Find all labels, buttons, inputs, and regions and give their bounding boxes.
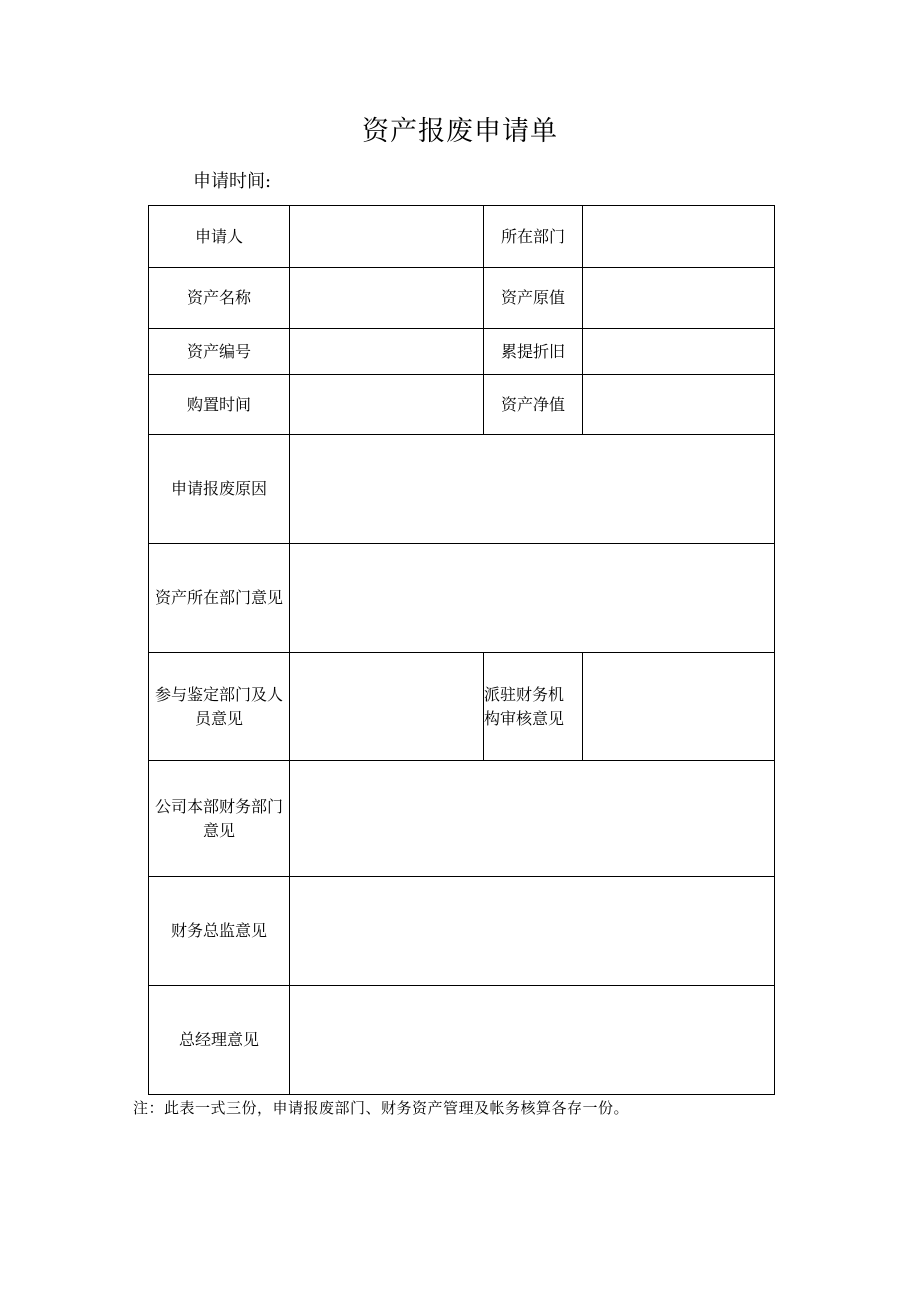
hq-finance-opinion-label	[149, 761, 290, 877]
department-field[interactable]	[583, 206, 775, 268]
finance-agency-opinion-label	[484, 653, 583, 761]
finance-agency-opinion-field[interactable]	[583, 653, 775, 761]
accumulated-depreciation-label: 累提折旧	[484, 329, 583, 375]
asset-dept-opinion-label: 资产所在部门意见	[149, 544, 290, 653]
asset-number-field[interactable]	[290, 329, 484, 375]
cfo-opinion-field[interactable]	[290, 877, 775, 986]
table-row	[149, 877, 775, 986]
applicant-field[interactable]	[290, 206, 484, 268]
hq-finance-opinion-text: 公司本部财务部门意见	[154, 796, 283, 840]
footnote: 注：此表一式三份，申请报废部门、财务资产管理及帐务核算各存一份。	[133, 1099, 630, 1117]
table-row	[149, 435, 775, 544]
finance-agency-opinion-text: 派驻财务机构审核意见	[484, 684, 565, 728]
table-row	[149, 206, 775, 268]
original-value-field[interactable]	[583, 268, 775, 329]
purchase-time-label: 购置时间	[149, 375, 290, 435]
scrap-reason-label: 申请报废原因	[149, 435, 290, 544]
asset-scrap-form-table	[148, 205, 775, 1095]
asset-number-label: 资产编号	[149, 329, 290, 375]
asset-name-field[interactable]	[290, 268, 484, 329]
table-row	[149, 761, 775, 877]
table-row	[149, 544, 775, 653]
apply-time-label: 申请时间:	[193, 171, 272, 192]
gm-opinion-label: 总经理意见	[149, 986, 290, 1095]
net-value-field[interactable]	[583, 375, 775, 435]
table-row	[149, 329, 775, 375]
table-row	[149, 653, 775, 761]
gm-opinion-field[interactable]	[290, 986, 775, 1095]
department-label: 所在部门	[484, 206, 583, 268]
cfo-opinion-label: 财务总监意见	[149, 877, 290, 986]
net-value-label: 资产净值	[484, 375, 583, 435]
table-row	[149, 986, 775, 1095]
original-value-label: 资产原值	[484, 268, 583, 329]
page-title: 资产报废申请单	[362, 116, 558, 147]
applicant-label: 申请人	[149, 206, 290, 268]
appraisal-opinion-label	[149, 653, 290, 761]
table-row	[149, 268, 775, 329]
asset-name-label: 资产名称	[149, 268, 290, 329]
appraisal-opinion-field[interactable]	[290, 653, 484, 761]
appraisal-opinion-text: 参与鉴定部门及人员意见	[154, 684, 283, 728]
hq-finance-opinion-field[interactable]	[290, 761, 775, 877]
purchase-time-field[interactable]	[290, 375, 484, 435]
scrap-reason-field[interactable]	[290, 435, 775, 544]
accumulated-depreciation-field[interactable]	[583, 329, 775, 375]
table-row	[149, 375, 775, 435]
asset-dept-opinion-field[interactable]	[290, 544, 775, 653]
